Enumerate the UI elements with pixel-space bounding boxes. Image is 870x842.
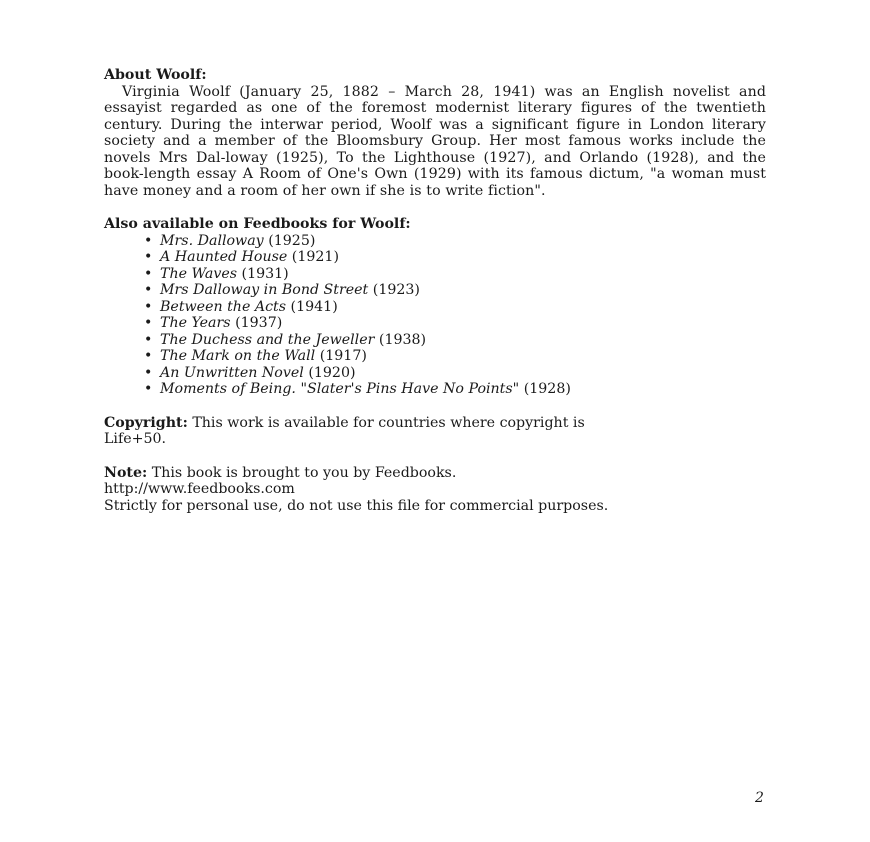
list-item[interactable] (144, 299, 766, 316)
list-item[interactable] (144, 348, 766, 365)
also-available-heading: Also available on Feedbooks for Woolf: (104, 216, 411, 232)
about-heading: About Woolf: (104, 67, 207, 83)
book-title: A Haunted House (160, 249, 288, 265)
page-content (104, 67, 766, 514)
book-year: (1917) (319, 348, 367, 364)
book-title: Moments of Being. "Slater's Pins Have No Points" (160, 381, 520, 397)
book-year: (1921) (291, 249, 339, 265)
book-year: (1925) (268, 232, 316, 249)
book-title: The Mark on the Wall (160, 348, 316, 364)
note-text: This book is brought to you by Feedbooks. (151, 464, 457, 481)
list-item[interactable] (144, 233, 766, 250)
list-item[interactable] (144, 365, 766, 382)
book-year: (1938) (378, 331, 427, 348)
book-year: (1920) (308, 364, 356, 381)
book-title: Mrs. Dalloway (160, 232, 264, 249)
list-item[interactable] (144, 381, 766, 398)
book-year: (1928) (523, 381, 571, 397)
copyright-label: Copyright: (104, 414, 188, 431)
list-item[interactable] (144, 315, 766, 332)
book-year: (1923) (372, 282, 420, 298)
page-number: 2 (755, 790, 764, 806)
book-title: Between the Acts (160, 298, 287, 315)
copyright-section (104, 415, 766, 448)
about-paragraph: Virginia Woolf (January 25, 1882 – March 28, 1941) was an English novelist and essayist regarded as one of the foremost modernist literary figures of the twentieth century. During the interwar period, Woolf was a significant figure in London literary society and a member of the Bloomsbury Group. Her most famous works include the novels Mrs Dal-loway (1925), To the Lighthouse (1927), and Orlando (1928), and the book-length essay A Room of One's Own (1929) with its famous dictum, "a woman must have money and a room of her own if she is to write fiction". (104, 83, 766, 199)
book-list (104, 233, 766, 398)
feedbooks-link[interactable]: http://www.feedbooks.com (104, 481, 295, 497)
book-year: (1941) (290, 298, 338, 315)
book-year: (1931) (241, 265, 289, 282)
list-item[interactable] (144, 282, 766, 299)
copyright-text: This work is available for countries where copyright is (192, 414, 585, 431)
usage-notice: Strictly for personal use, do not use this file for commercial purposes. (104, 497, 609, 514)
book-title: Mrs Dalloway in Bond Street (160, 282, 369, 298)
list-item[interactable] (144, 249, 766, 266)
book-title: The Years (160, 315, 231, 331)
book-title: An Unwritten Novel (160, 364, 304, 381)
book-title: The Duchess and the Jeweller (160, 331, 375, 348)
copyright-term: Life+50. (104, 431, 167, 447)
list-item[interactable] (144, 332, 766, 349)
note-section (104, 465, 766, 515)
note-label: Note: (104, 464, 148, 481)
book-year: (1937) (235, 315, 283, 331)
list-item[interactable] (144, 266, 766, 283)
book-title: The Waves (160, 265, 238, 282)
